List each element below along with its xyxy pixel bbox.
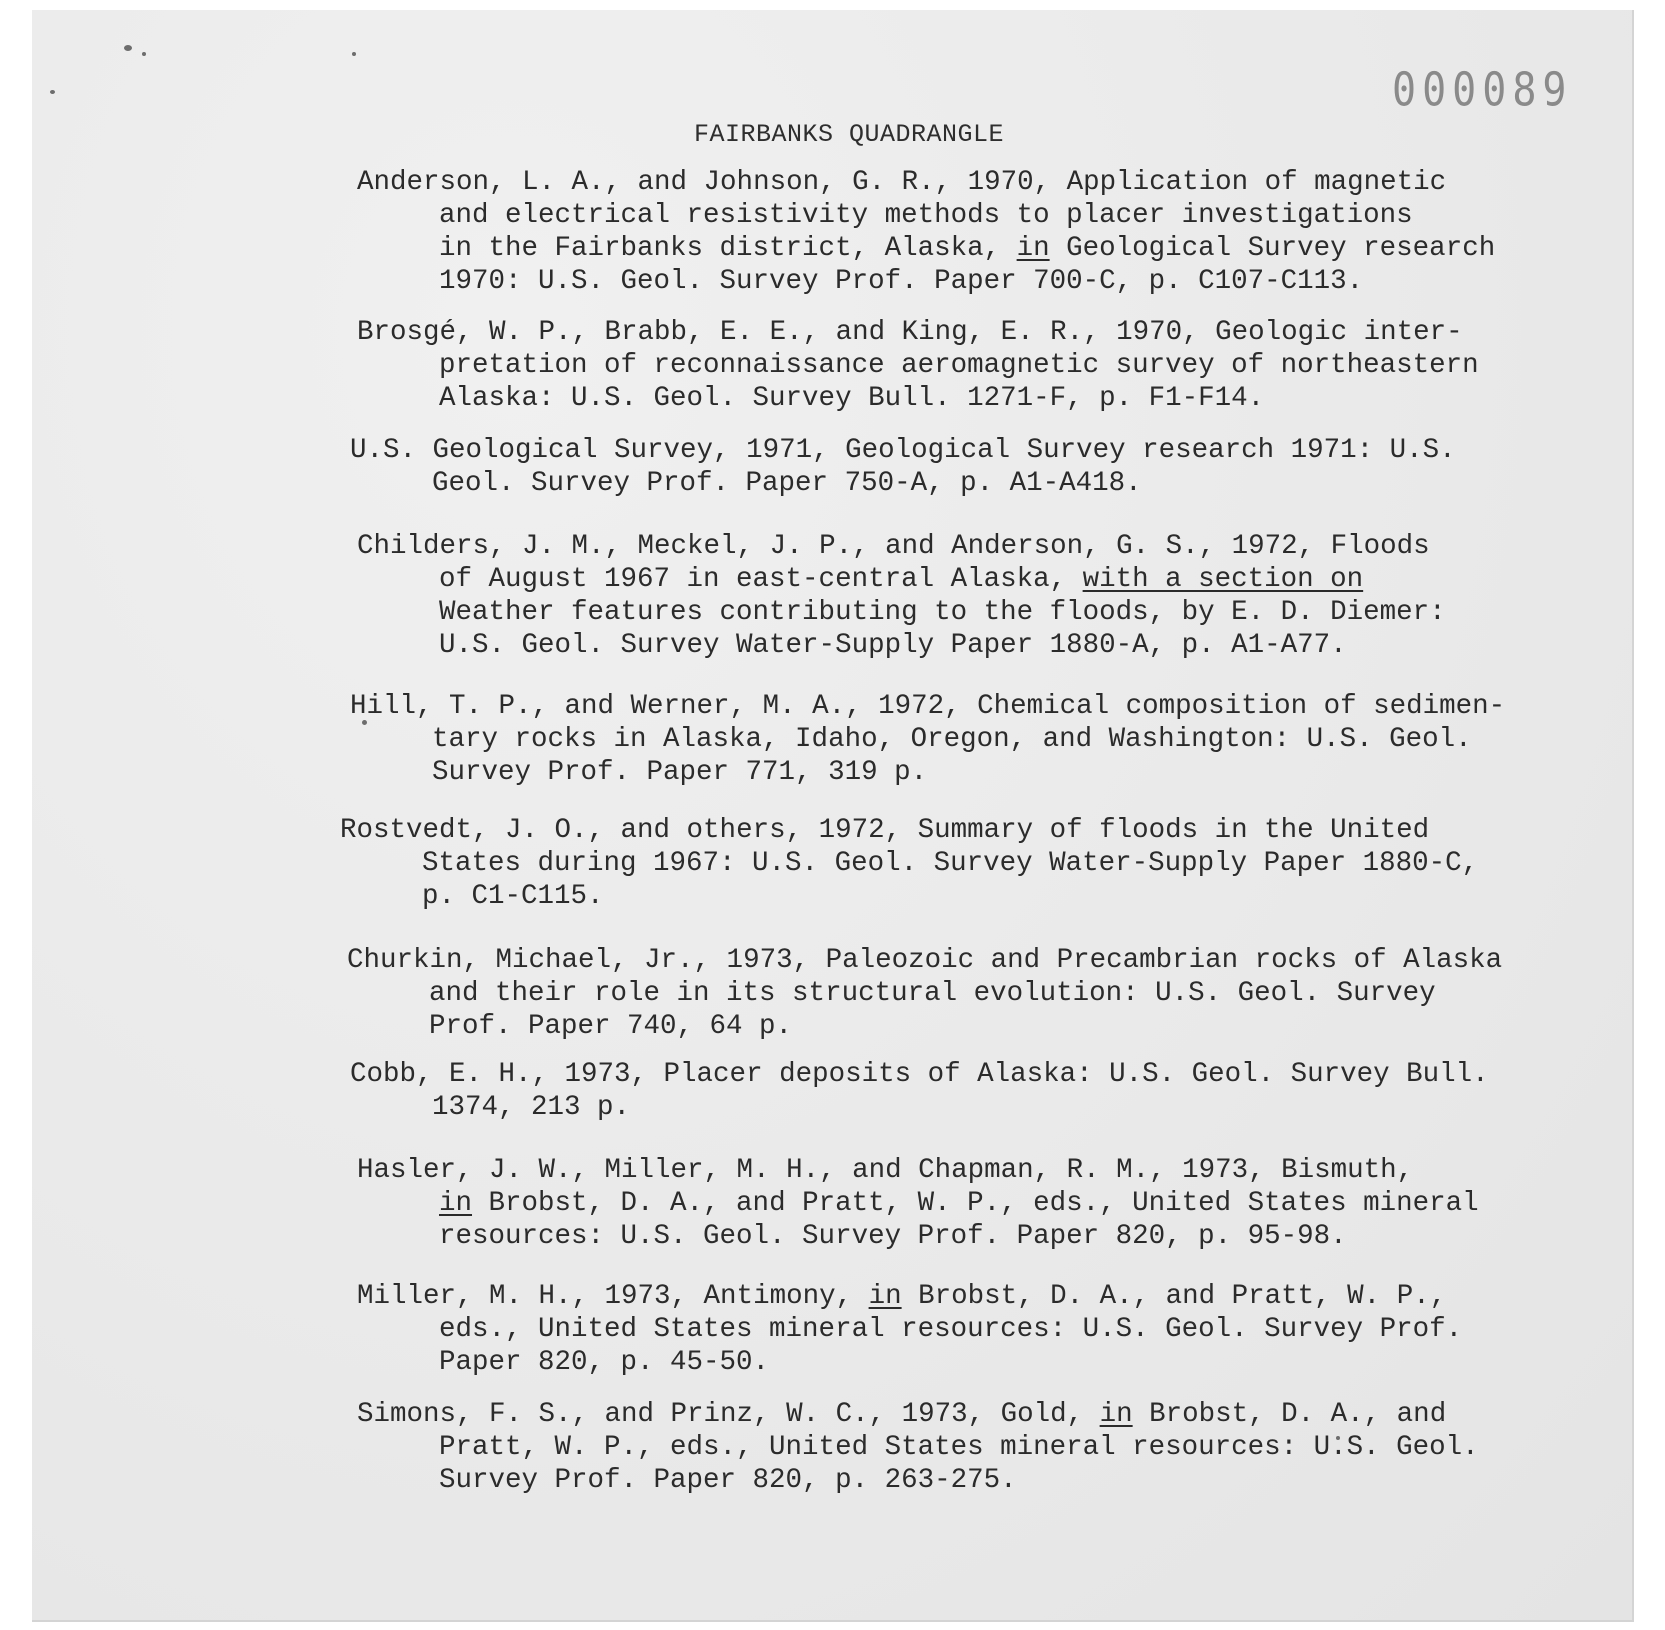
underlined-text: with a section on	[1082, 564, 1364, 595]
reference-continuation-line	[357, 629, 1446, 662]
reference-text: 1374, 213 p.	[432, 1092, 631, 1123]
reference-text: Anderson, L. A., and Johnson, G. R., 1970, Application of magnetic	[357, 167, 1447, 198]
reference-entry	[357, 1280, 1462, 1379]
underlined-text: in	[1099, 1399, 1133, 1430]
reference-continuation-line	[340, 880, 1478, 913]
reference-continuation-line	[357, 1464, 1479, 1497]
reference-text: p. C1-C115.	[422, 881, 604, 912]
reference-entry	[350, 1058, 1489, 1124]
reference-entry	[357, 1398, 1479, 1497]
reference-text: Prof. Paper 740, 64 p.	[429, 1011, 793, 1042]
reference-continuation-line	[357, 563, 1446, 596]
reference-continuation-line	[357, 232, 1495, 265]
reference-continuation-line	[357, 265, 1495, 298]
reference-text: Survey Prof. Paper 771, 319 p.	[432, 757, 928, 788]
reference-entry	[350, 434, 1456, 500]
reference-text: pretation of reconnaissance aeromagnetic survey of northeastern	[439, 350, 1479, 381]
ink-speck	[50, 90, 55, 94]
reference-text: Pratt, W. P., eds., United States mineral resources: U.S. Geol.	[439, 1432, 1479, 1463]
reference-first-line	[350, 690, 1505, 723]
reference-entry	[340, 814, 1478, 913]
page-number-stamp: 000089	[1392, 64, 1573, 117]
reference-first-line	[357, 316, 1479, 349]
reference-text: of August 1967 in east-central Alaska,	[439, 564, 1083, 595]
reference-continuation-line	[347, 977, 1502, 1010]
document-heading: FAIRBANKS QUADRANGLE	[694, 120, 1005, 149]
reference-text: Survey Prof. Paper 820, p. 263-275.	[439, 1465, 1017, 1496]
reference-text: tary rocks in Alaska, Idaho, Oregon, and Washington: U.S. Geol.	[432, 724, 1472, 755]
reference-entry	[357, 1154, 1479, 1253]
reference-text: Hasler, J. W., Miller, M. H., and Chapman, R. M., 1973, Bismuth,	[357, 1155, 1414, 1186]
reference-continuation-line	[347, 1010, 1502, 1043]
reference-continuation-line	[350, 1091, 1489, 1124]
reference-entry	[357, 530, 1446, 662]
reference-text: Brosgé, W. P., Brabb, E. E., and King, E. R., 1970, Geologic inter-	[357, 317, 1463, 348]
reference-text: U.S. Geological Survey, 1971, Geological Survey research 1971: U.S.	[350, 435, 1456, 466]
reference-text: Weather features contributing to the floods, by E. D. Diemer:	[439, 597, 1446, 628]
reference-entry	[357, 166, 1495, 298]
reference-continuation-line	[357, 1313, 1462, 1346]
reference-continuation-line	[357, 596, 1446, 629]
reference-continuation-line	[357, 199, 1495, 232]
reference-entry	[347, 944, 1502, 1043]
reference-text: and electrical resistivity methods to placer investigations	[439, 200, 1413, 231]
reference-text: 1970: U.S. Geol. Survey Prof. Paper 700-C, p. C107-C113.	[439, 266, 1364, 297]
reference-text: Churkin, Michael, Jr., 1973, Paleozoic and Precambrian rocks of Alaska	[347, 945, 1503, 976]
reference-continuation-line	[350, 756, 1505, 789]
reference-continuation-line	[350, 723, 1505, 756]
reference-text: Geological Survey research	[1049, 233, 1496, 264]
reference-continuation-line	[340, 847, 1478, 880]
ink-speck	[124, 45, 132, 51]
reference-text: eds., United States mineral resources: U.S. Geol. Survey Prof.	[439, 1314, 1463, 1345]
reference-continuation-line	[357, 349, 1479, 382]
reference-continuation-line	[350, 467, 1456, 500]
reference-text: Brobst, D. A., and Pratt, W. P.,	[901, 1281, 1447, 1312]
reference-first-line	[357, 1280, 1462, 1313]
ink-speck	[142, 52, 146, 56]
underlined-text: in	[868, 1281, 902, 1312]
reference-entry	[357, 316, 1479, 415]
reference-first-line	[340, 814, 1478, 847]
reference-text: Geol. Survey Prof. Paper 750-A, p. A1-A418.	[432, 468, 1142, 499]
reference-first-line	[357, 530, 1446, 563]
reference-text: Brobst, D. A., and	[1132, 1399, 1447, 1430]
reference-continuation-line	[357, 1220, 1479, 1253]
reference-continuation-line	[357, 1187, 1479, 1220]
reference-text: Paper 820, p. 45-50.	[439, 1347, 770, 1378]
reference-first-line	[347, 944, 1502, 977]
reference-text: Brobst, D. A., and Pratt, W. P., eds., United States mineral	[472, 1188, 1479, 1219]
reference-text: Hill, T. P., and Werner, M. A., 1972, Chemical composition of sedimen-	[350, 691, 1506, 722]
reference-entry	[350, 690, 1505, 789]
underlined-text: in	[1016, 233, 1050, 264]
reference-text: Childers, J. M., Meckel, J. P., and Anderson, G. S., 1972, Floods	[357, 531, 1430, 562]
reference-first-line	[357, 1154, 1479, 1187]
reference-first-line	[357, 1398, 1479, 1431]
reference-continuation-line	[357, 1431, 1479, 1464]
reference-first-line	[350, 1058, 1489, 1091]
reference-text: in the Fairbanks district, Alaska,	[439, 233, 1017, 264]
reference-text: Miller, M. H., 1973, Antimony,	[357, 1281, 869, 1312]
reference-continuation-line	[357, 1346, 1462, 1379]
reference-text: Alaska: U.S. Geol. Survey Bull. 1271-F, p. F1-F14.	[439, 383, 1265, 414]
ink-speck	[352, 52, 356, 56]
reference-text: Simons, F. S., and Prinz, W. C., 1973, Gold,	[357, 1399, 1100, 1430]
reference-text: Rostvedt, J. O., and others, 1972, Summary of floods in the United	[340, 815, 1430, 846]
reference-text: and their role in its structural evolution: U.S. Geol. Survey	[429, 978, 1436, 1009]
reference-text: Cobb, E. H., 1973, Placer deposits of Alaska: U.S. Geol. Survey Bull.	[350, 1059, 1489, 1090]
reference-first-line	[350, 434, 1456, 467]
reference-text: States during 1967: U.S. Geol. Survey Water-Supply Paper 1880-C,	[422, 848, 1479, 879]
underlined-text: in	[439, 1188, 473, 1219]
reference-first-line	[357, 166, 1495, 199]
reference-text: resources: U.S. Geol. Survey Prof. Paper 820, p. 95-98.	[439, 1221, 1347, 1252]
reference-text: U.S. Geol. Survey Water-Supply Paper 1880-A, p. A1-A77.	[439, 630, 1347, 661]
reference-continuation-line	[357, 382, 1479, 415]
